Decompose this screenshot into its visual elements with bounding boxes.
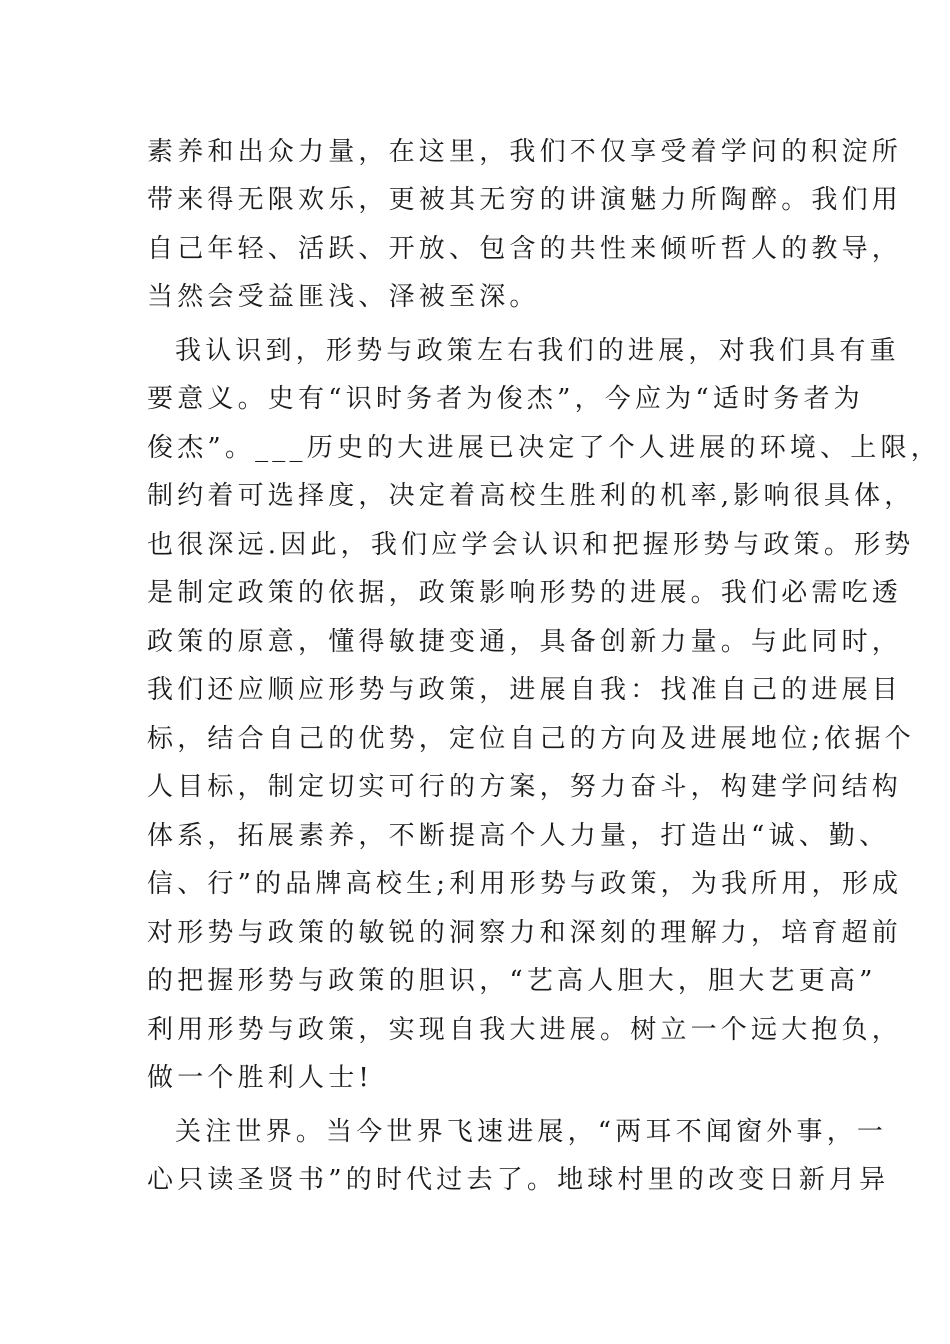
paragraph-2-line-15: 利用形势与政策，实现自我大进展。树立一个远大抱负， xyxy=(147,1015,903,1045)
paragraph-2-line-3: 俊杰”。___历史的大进展已决定了个人进展的环境、上限， xyxy=(147,433,941,463)
paragraph-2-line-16: 做一个胜利人士! xyxy=(147,1063,374,1093)
paragraph-2-line-2: 要意义。史有“识时务者为俊杰”，今应为“适时务者为 xyxy=(147,384,864,414)
paragraph-2-line-5: 也很深远.因此，我们应学会认识和把握形势与政策。形势 xyxy=(147,530,915,560)
paragraph-1-line-1: 素养和出众力量，在这里，我们不仅享受着学问的积淀所 xyxy=(147,137,903,167)
paragraph-2-line-12: 信、行”的品牌高校生;利用形势与政策，为我所用，形成 xyxy=(147,869,903,899)
paragraph-2-line-11: 体系，拓展素养，不断提高个人力量，打造出“诚、勤、 xyxy=(147,821,890,851)
paragraph-2-line-13: 对形势与政策的敏锐的洞察力和深刻的理解力，培育超前 xyxy=(147,918,903,948)
paragraph-3-line-1: 关注世界。当今世界飞速进展，“两耳不闻窗外事，一 xyxy=(175,1117,888,1147)
paragraph-1-line-2: 带来得无限欢乐，更被其无穷的讲演魅力所陶醉。我们用 xyxy=(147,185,903,215)
paragraph-2-line-14: 的把握形势与政策的胆识，“艺高人胆大，胆大艺更高” xyxy=(147,966,877,996)
paragraph-3-line-2: 心只读圣贤书”的时代过去了。地球村里的改变日新月异 xyxy=(147,1165,890,1195)
paragraph-2-line-7: 政策的原意，懂得敏捷变通，具备创新力量。与此同时， xyxy=(147,627,903,657)
paragraph-2-line-1: 我认识到，形势与政策左右我们的进展，对我们具有重 xyxy=(175,336,900,366)
paragraph-1-line-3: 自己年轻、活跃、开放、包含的共性来倾听哲人的教导， xyxy=(147,234,903,264)
paragraph-2-line-6: 是制定政策的依据，政策影响形势的进展。我们必需吃透 xyxy=(147,578,903,608)
paragraph-2-line-8: 我们还应顺应形势与政策，进展自我：找准自己的进展目 xyxy=(147,675,903,705)
paragraph-2-line-4: 制约着可选择度，决定着高校生胜利的机率,影响很具体， xyxy=(147,481,915,511)
paragraph-2-line-9: 标，结合自己的优势，定位自己的方向及进展地位;依据个 xyxy=(147,724,915,754)
paragraph-2-line-10: 人目标，制定切实可行的方案，努力奋斗，构建学问结构 xyxy=(147,772,903,802)
paragraph-1-line-4: 当然会受益匪浅、泽被至深。 xyxy=(147,282,540,312)
